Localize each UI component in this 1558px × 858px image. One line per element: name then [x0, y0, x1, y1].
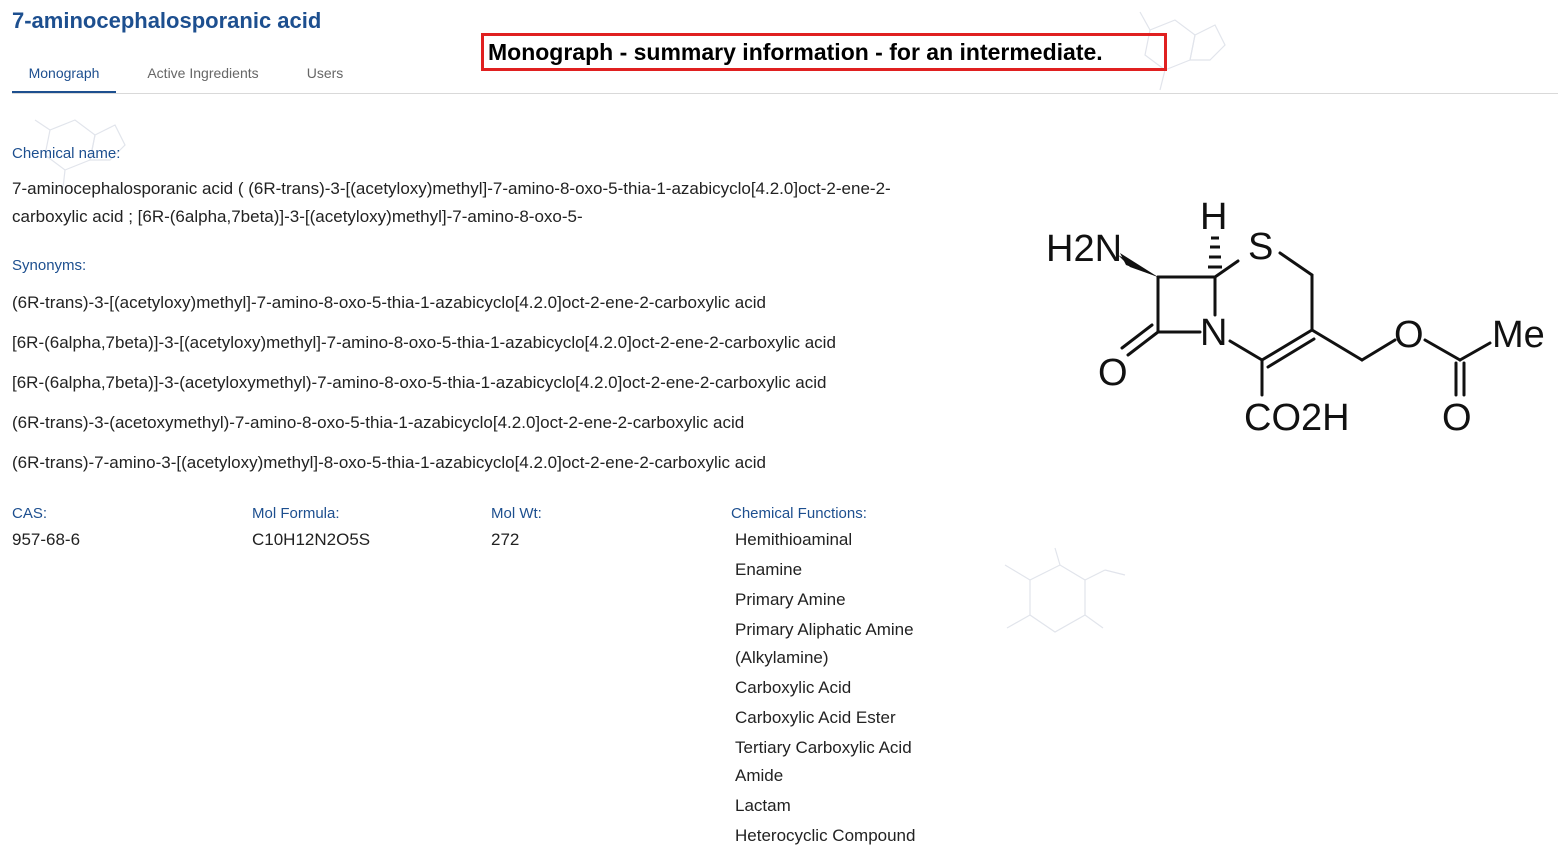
tab-monograph[interactable]: Monograph: [12, 57, 116, 93]
tab-bar: [12, 57, 1558, 94]
chemical-function-item: Primary Amine: [735, 590, 846, 609]
nitrogen-label: N: [1200, 312, 1228, 354]
sulfur-label: S: [1248, 226, 1274, 268]
ester-oxygen-label: O: [1394, 314, 1424, 356]
amine-group-label: H2N: [1046, 228, 1123, 270]
chemical-structure-diagram: [1040, 195, 1555, 445]
mol-wt-value: 272: [491, 530, 520, 549]
chemical-name-value: 7-aminocephalosporanic acid ( (6R-trans)-3-[(acetyloxy)methyl]-7-amino-8-oxo-5-thia-1-azabicyclo[4.2.0]oct-2-ene-2-carboxylic acid ; [6R-(6alpha,7beta)]-3-[(acetyloxy)methyl]-7-amino-8-oxo-5-: [12, 179, 891, 226]
synonym-item: [6R-(6alpha,7beta)]-3-(acetyloxymethyl)-7-amino-8-oxo-5-thia-1-azabicyclo[4.2.0]oct-2-ene-2-carboxylic acid: [12, 373, 827, 392]
synonym-item: (6R-trans)-3-(acetoxymethyl)-7-amino-8-oxo-5-thia-1-azabicyclo[4.2.0]oct-2-ene-2-carboxylic acid: [12, 413, 745, 432]
page-title: 7-aminocephalosporanic acid: [12, 8, 322, 33]
cas-value: 957-68-6: [12, 530, 81, 549]
synonym-item: (6R-trans)-7-amino-3-[(acetyloxy)methyl]-8-oxo-5-thia-1-azabicyclo[4.2.0]oct-2-ene-2-carboxylic acid: [12, 453, 766, 472]
hydrogen-label: H: [1200, 196, 1228, 238]
watermark-molecule-icon: [985, 540, 1135, 665]
chemical-function-item: Lactam: [735, 796, 791, 815]
carboxylic-acid-label: CO2H: [1244, 397, 1350, 439]
chemical-function-item: Tertiary Carboxylic Acid Amide: [735, 738, 912, 785]
chemical-functions-label: Chemical Functions:: [731, 505, 867, 522]
chemical-function-item: Primary Aliphatic Amine (Alkylamine): [735, 620, 914, 667]
tab-users[interactable]: Users: [306, 65, 344, 81]
mol-formula-value: C10H12N2O5S: [252, 530, 371, 549]
tab-active-ingredients[interactable]: Active Ingredients: [147, 65, 259, 81]
synonym-item: [6R-(6alpha,7beta)]-3-[(acetyloxy)methyl]-7-amino-8-oxo-5-thia-1-azabicyclo[4.2.0]oct-2-ene-2-carboxylic acid: [12, 333, 836, 352]
carbonyl-oxygen-label: O: [1442, 397, 1472, 439]
chemical-function-item: Hemithioaminal: [735, 530, 853, 549]
chemical-function-item: Heterocyclic Compound: [735, 826, 916, 845]
chemical-name-label: Chemical name:: [12, 145, 121, 162]
chemical-function-item: Enamine: [735, 560, 803, 579]
synonyms-label: Synonyms:: [12, 257, 87, 274]
cas-label: CAS:: [12, 505, 48, 522]
mol-wt-label: Mol Wt:: [491, 505, 542, 522]
chemical-function-item: Carboxylic Acid: [735, 678, 852, 697]
chemical-function-item: Carboxylic Acid Ester: [735, 708, 896, 727]
synonym-item: (6R-trans)-3-[(acetyloxy)methyl]-7-amino-8-oxo-5-thia-1-azabicyclo[4.2.0]oct-2-ene-2-carboxylic acid: [12, 293, 766, 312]
chemical-functions-list: [735, 526, 955, 852]
mol-formula-label: Mol Formula:: [252, 505, 340, 522]
lactam-oxygen-label: O: [1098, 352, 1128, 394]
methyl-label: Me: [1492, 314, 1545, 356]
annotation-banner: Monograph - summary information - for an intermediate.: [481, 33, 1167, 71]
